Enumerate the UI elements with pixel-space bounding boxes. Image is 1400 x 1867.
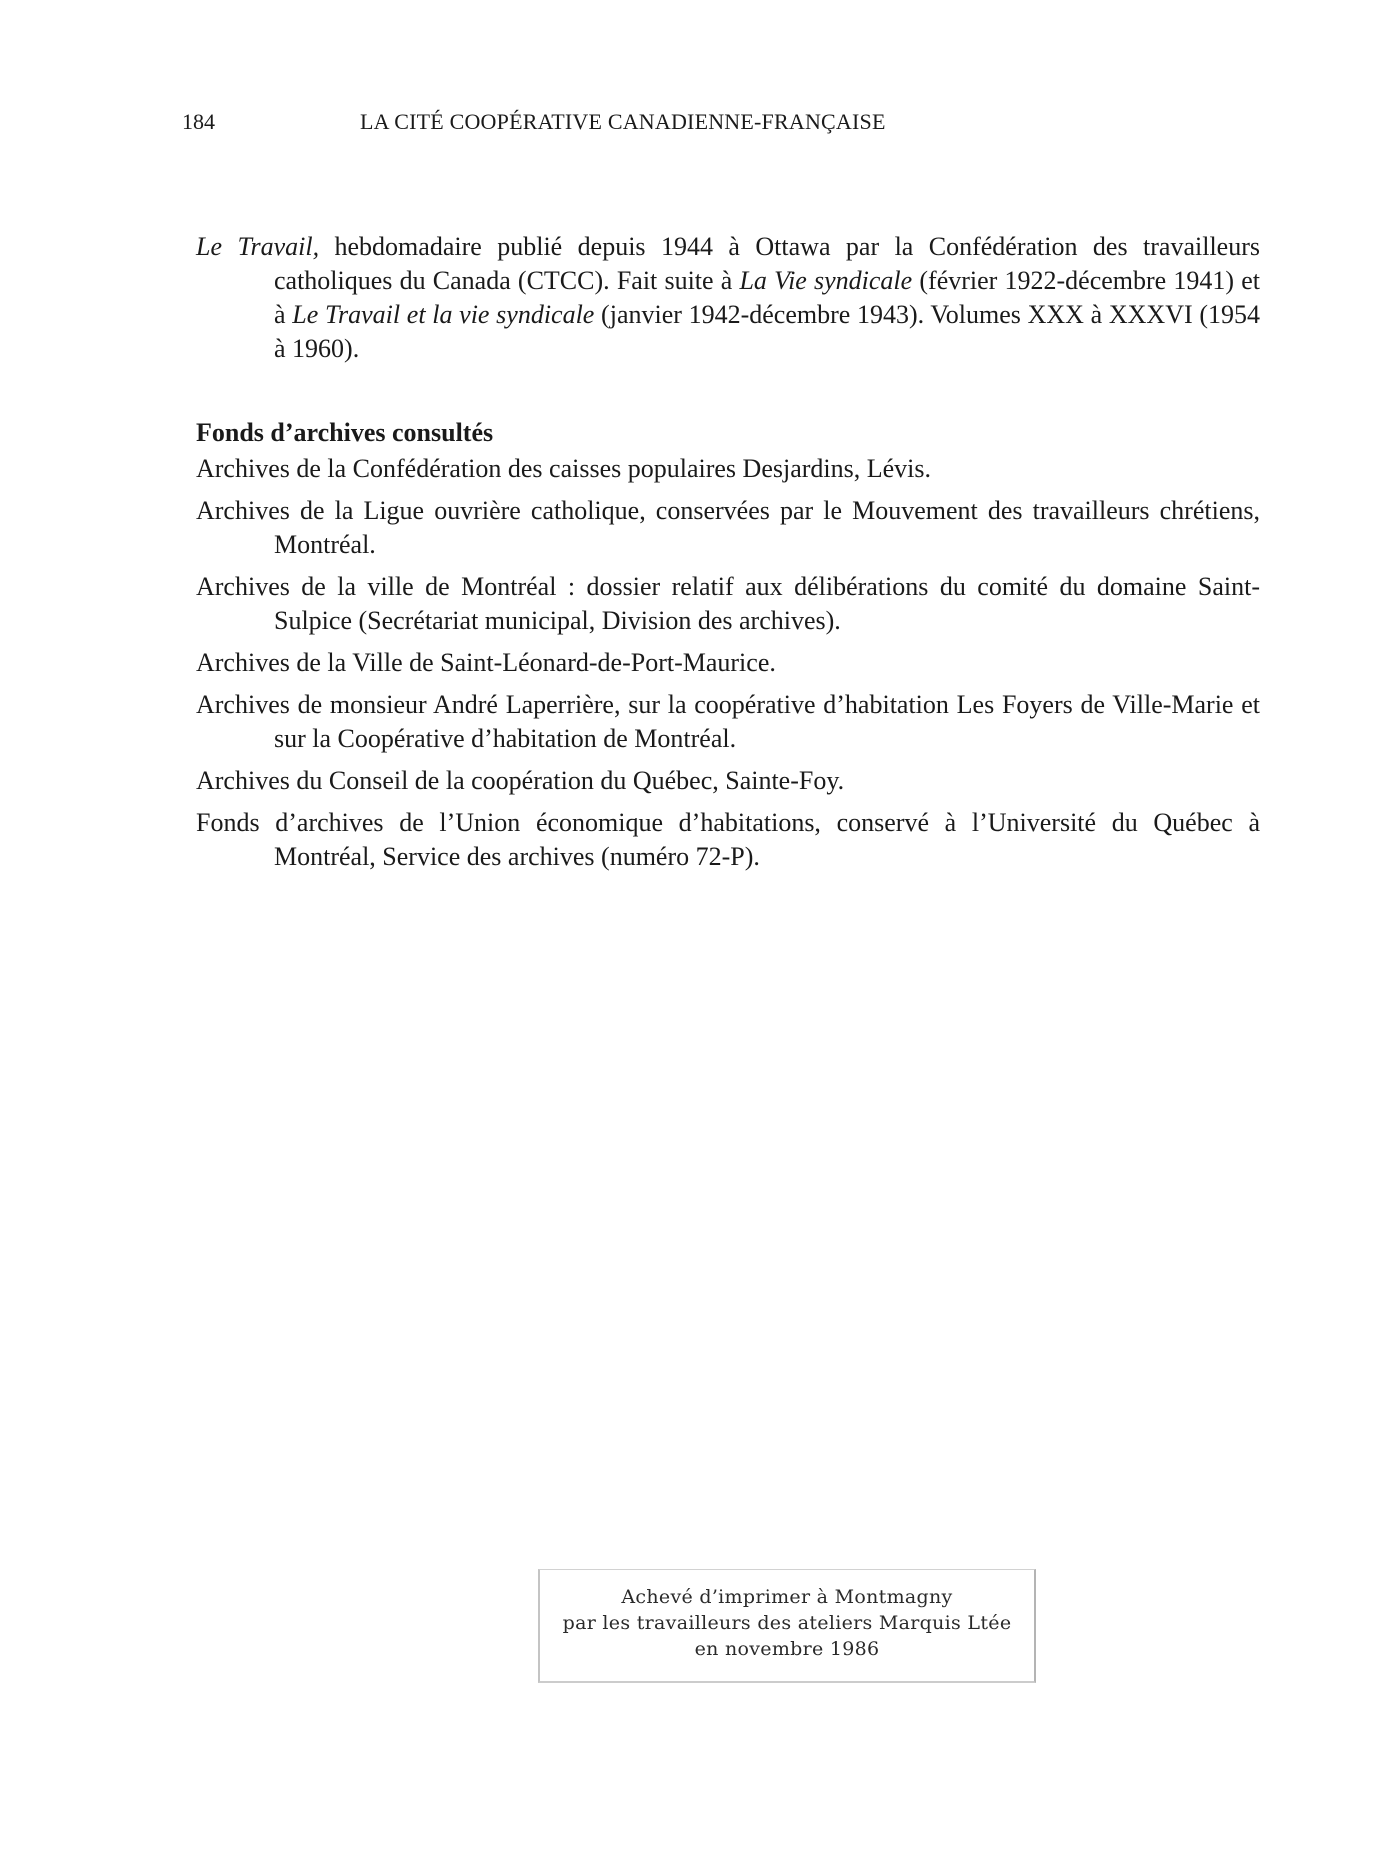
- archive-entry: Archives de monsieur André Laperrière, sur la coopérative d’habitation Les Foyers de Ville-Marie et sur la Coopérative d’habitation de Montréal.: [196, 690, 1260, 753]
- page-number: 184: [182, 109, 215, 134]
- archive-entry: Archives de la Ville de Saint-Léonard-de-Port-Maurice.: [196, 648, 776, 677]
- periodical-title: Le Travail,: [196, 232, 320, 261]
- colophon-line-3: en novembre 1986: [694, 1638, 880, 1660]
- bibliography-content: [196, 230, 1260, 882]
- archive-entry: Archives de la Confédération des caisses populaires Desjardins, Lévis.: [196, 454, 932, 483]
- periodical-title-2: La Vie syndicale: [739, 266, 913, 295]
- archive-entry: Archives de la Ligue ouvrière catholique, conservées par le Mouvement des travailleurs chrétiens, Montréal.: [196, 496, 1260, 559]
- colophon-line-1: Achevé d’imprimer à Montmagny: [621, 1586, 953, 1608]
- periodical-entry: [196, 230, 1260, 366]
- periodical-text-3: (janvier 1942-décembre 1943). Volumes XXX à XXXVI (1954 à 1960).: [274, 300, 1261, 363]
- archive-entry: Archives du Conseil de la coopération du Québec, Sainte-Foy.: [196, 766, 845, 795]
- printing-colophon: [538, 1569, 1036, 1683]
- periodical-text-1: hebdomadaire publié depuis 1944 à Ottawa par la Confédération des travailleurs catholiques du Canada (CTCC). Fait suite à: [274, 232, 1260, 295]
- running-header: [182, 107, 1082, 137]
- archive-entry: Archives de la ville de Montréal : dossier relatif aux délibérations du comité du domaine Saint-Sulpice (Secrétariat municipal, Division des archives).: [196, 572, 1260, 635]
- periodical-text-2: (février 1922-décembre 1941) et à: [274, 266, 1260, 329]
- colophon-line-2: par les travailleurs des ateliers Marquis Ltée: [562, 1612, 1012, 1634]
- running-title: LA CITÉ COOPÉRATIVE CANADIENNE-FRANÇAISE: [360, 109, 886, 134]
- archive-entry: Fonds d’archives de l’Union économique d’habitations, conservé à l’Université du Québec à Montréal, Service des archives (numéro 72-P).: [196, 808, 1260, 871]
- section-heading: Fonds d’archives consultés: [196, 418, 494, 447]
- periodical-title-3: Le Travail et la vie syndicale: [292, 300, 595, 329]
